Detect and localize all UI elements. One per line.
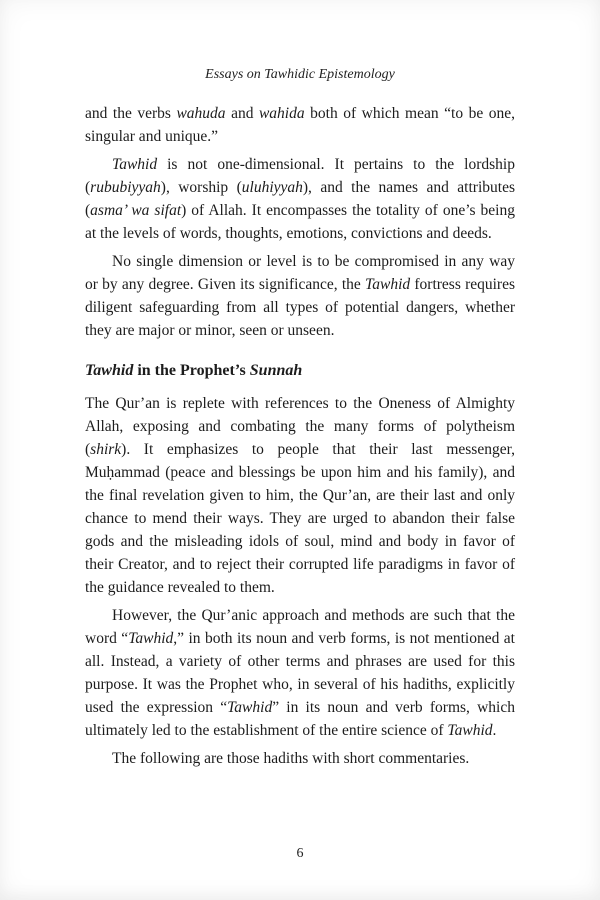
text-segment: ), worship ( (160, 179, 242, 196)
text-segment: Tawhid (85, 362, 134, 379)
text-segment: Tawhid (227, 699, 273, 716)
text-segment: asma’ wa sifat (90, 202, 182, 219)
paragraph-no-compromise (85, 250, 515, 342)
text-segment: Tawhid (447, 722, 493, 739)
text-segment: is not one-dimensional. It pertains to the lordship ( (85, 156, 515, 196)
text-segment: ) of Allah. It encompasses the totality of one’s being at the levels of words, thoughts, emotions, convictions and deeds. (85, 202, 515, 242)
page-number: 6 (296, 846, 304, 861)
section-heading (85, 359, 515, 383)
text-segment: Tawhid (128, 630, 174, 647)
text-segment: Tawhid (112, 156, 158, 173)
text-segment: The following are those hadiths with short commentaries. (112, 750, 470, 767)
text-segment: wahida (258, 105, 305, 122)
text-segment: and (225, 105, 259, 122)
paragraph-quranic-approach (85, 604, 515, 742)
text-segment: However, the Qur’anic approach and methods are such that the word “ (85, 607, 515, 647)
text-segment: . (492, 722, 497, 739)
text-segment: Sunnah (249, 362, 303, 379)
running-header: Essays on Tawhidic Epistemology (205, 67, 395, 82)
text-segment: shirk (90, 441, 122, 458)
text-segment: No single dimension or level is to be compromised in any way or by any degree. Given its significance, the (85, 253, 515, 293)
text-segment: The Qur’an is replete with references to the Oneness of Almighty Allah, exposing and combating the many forms of polytheism ( (85, 395, 515, 458)
paragraph-following-hadiths (85, 747, 515, 770)
text-segment: ). It emphasizes to people that their last messenger, Muḥammad (peace and blessings be upon him and his family), and the final revelation given to him, the Qur’an, are their last and only chance to mend their ways. They are urged to abandon their false gods and the misleading idols of soul, mind and body in favor of their Creator, and to reject their corrupted life paradigms in favor of the guidance revealed to them. (85, 441, 515, 596)
page-body (85, 102, 515, 770)
text-segment: rububiyyah (90, 179, 161, 196)
text-segment: ” in its noun and verb forms, which ultimately led to the establishment of the entire science of (85, 699, 515, 739)
text-segment: fortress requires diligent safeguarding from all types of potential dangers, whether they are major or minor, seen or unseen. (85, 276, 516, 339)
text-segment: both of which mean “to be one, singular and unique.” (85, 105, 515, 145)
paragraph-continuation (85, 102, 515, 148)
text-segment: and the verbs (85, 105, 177, 122)
text-segment: ,” in both its noun and verb forms, is not mentioned at all. Instead, a variety of other terms and phrases are used for this purpose. It was the Prophet who, in several of his hadiths, explicitly used the expression “ (85, 630, 515, 716)
paragraph-tawhid-dimensions (85, 153, 515, 245)
text-segment: Tawhid (365, 276, 411, 293)
text-segment: uluhiyyah (241, 179, 303, 196)
text-segment: in the Prophet’s (133, 362, 250, 379)
text-segment: ), and the names and attributes ( (85, 179, 515, 219)
paragraph-quran-references (85, 392, 515, 599)
text-segment: wahuda (176, 105, 226, 122)
